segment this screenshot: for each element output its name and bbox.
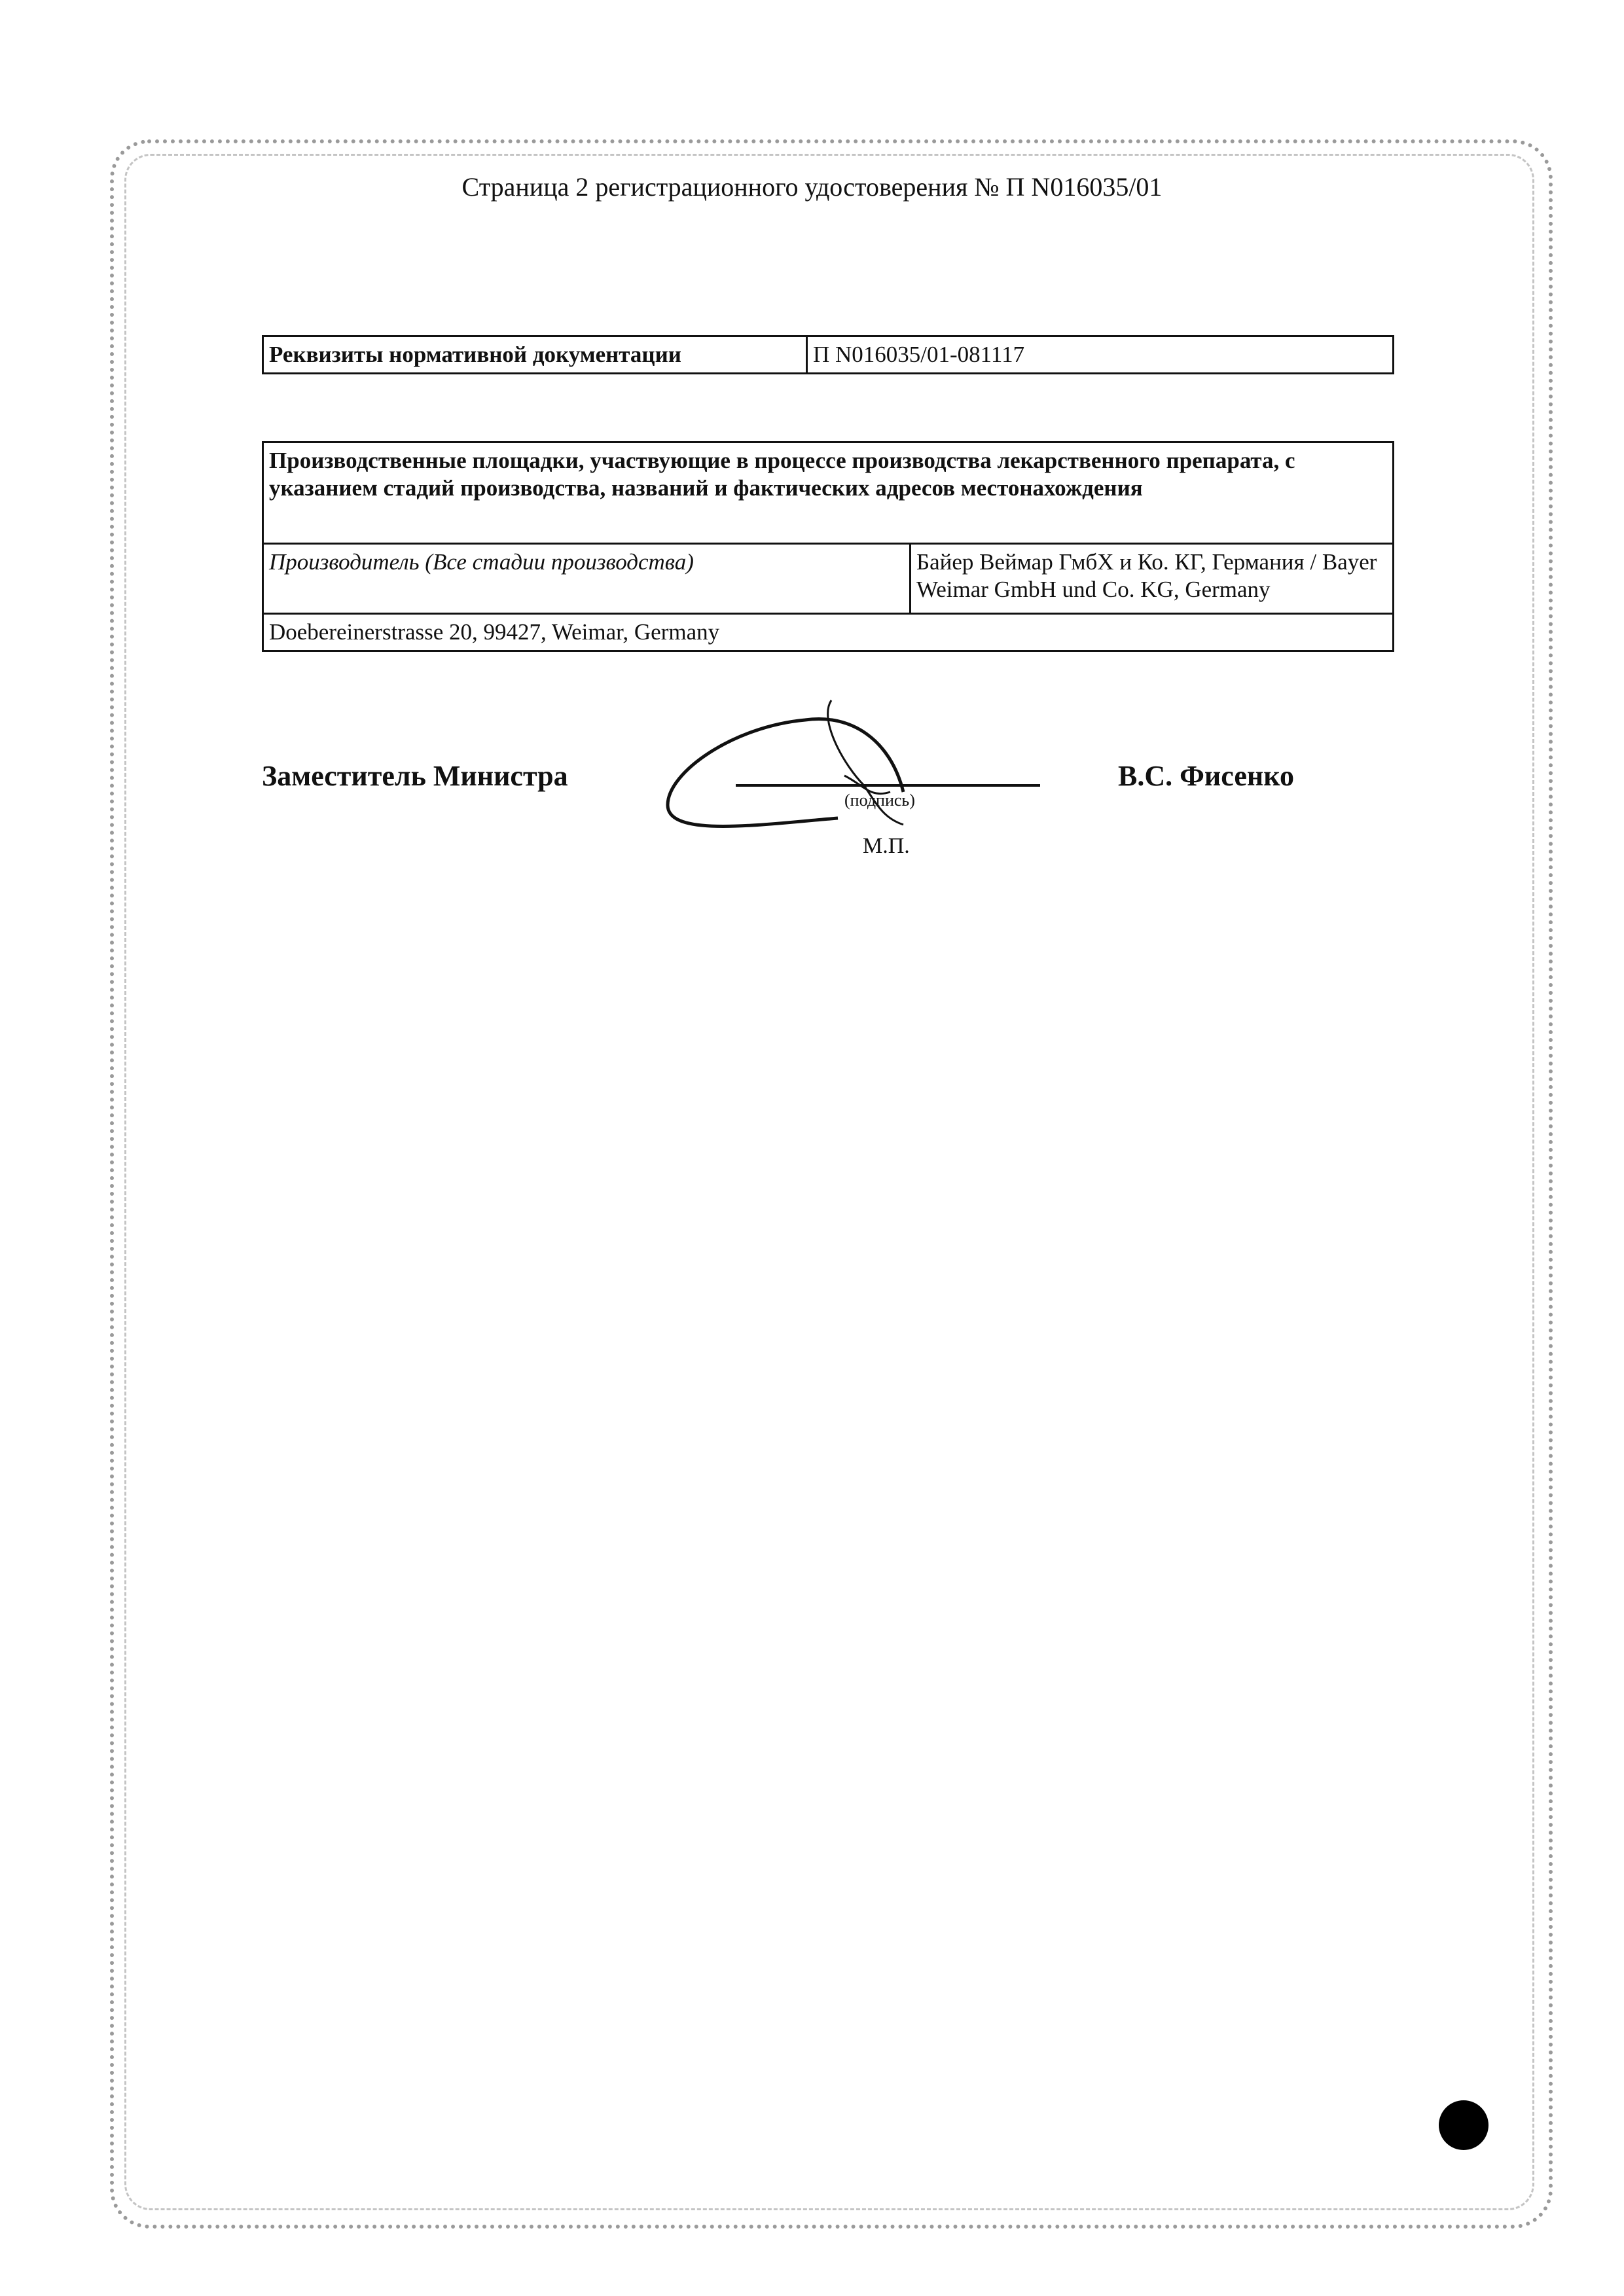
- manufacturer-company: Байер Веймар ГмбХ и Ко. КГ, Германия / Bayer Weimar GmbH und Co. KG, Germany: [911, 544, 1394, 614]
- manufacturer-role: Производитель (Все стадии производства): [263, 544, 911, 614]
- production-sites-heading: Производственные площадки, участвующие в процессе производства лекарственного препарата, с указанием стадий производства, названий и фактических адресов местонахождения: [263, 442, 1394, 544]
- signatory-position: Заместитель Министра: [262, 760, 568, 792]
- manufacturer-address: Doebereinerstrasse 20, 99427, Weimar, Germany: [263, 614, 1394, 651]
- signature-line: [736, 784, 1040, 787]
- normative-docs-label: Реквизиты нормативной документации: [263, 336, 807, 374]
- handwritten-signature: [655, 694, 1074, 857]
- hologram-dot: [1439, 2100, 1489, 2150]
- page-title: Страница 2 регистрационного удостоверения № П N016035/01: [461, 172, 1163, 202]
- stamp-place: М.П.: [863, 834, 910, 858]
- signature-caption: (подпись): [844, 791, 915, 810]
- normative-docs-table: [262, 335, 1394, 374]
- normative-docs-value: П N016035/01-081117: [807, 336, 1394, 374]
- signatory-name: В.С. Фисенко: [1118, 760, 1294, 792]
- production-sites-table: [262, 441, 1394, 652]
